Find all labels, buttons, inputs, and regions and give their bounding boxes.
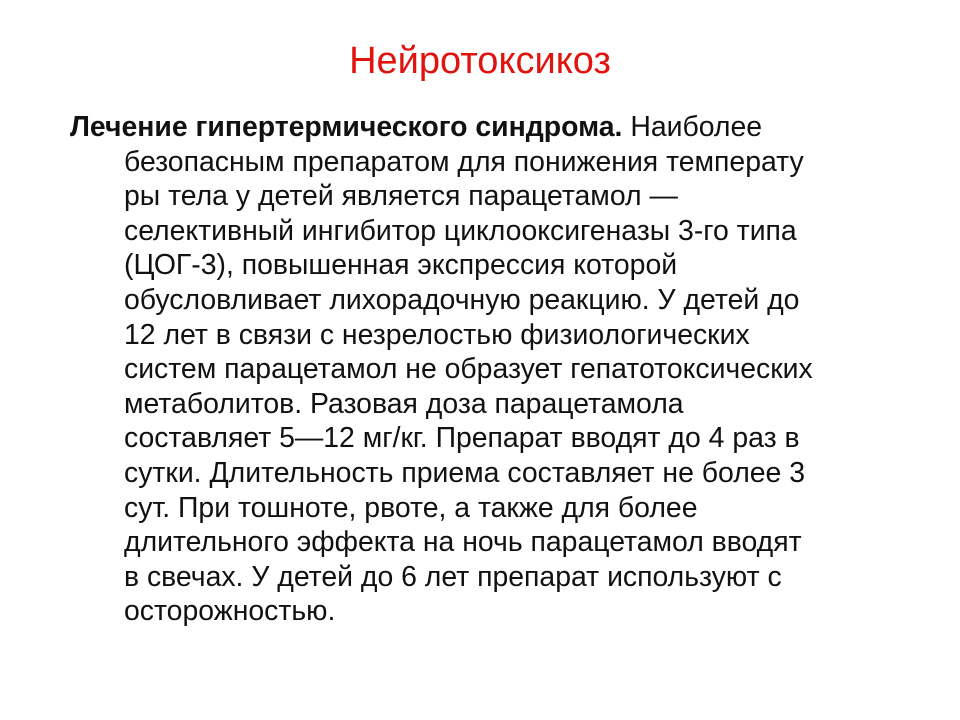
body-line-1 bbox=[70, 110, 910, 145]
body-line-15: осторожностью. bbox=[124, 595, 336, 628]
slide-body bbox=[70, 110, 910, 629]
body-line-5: (ЦОГ-3), повышенная экспрессия которой bbox=[124, 249, 678, 282]
body-line-9: метаболитов. Разовая доза парацетамола bbox=[124, 387, 684, 420]
body-line-13: длительного эффекта на ночь парацетамол вводят bbox=[124, 526, 802, 559]
body-line-14: в свечах. У детей до 6 лет препарат используют с bbox=[124, 560, 782, 593]
slide-title: Нейротоксикоз bbox=[349, 40, 611, 82]
body-line-1-text: Наиболее bbox=[622, 111, 763, 143]
body-line-4: селективный ингибитор циклооксигеназы 3-го типа bbox=[124, 214, 797, 247]
body-line-11: сутки. Длительность приема составляет не более 3 bbox=[124, 456, 806, 489]
lead-heading: Лечение гипертермического синдрома. bbox=[70, 111, 623, 143]
body-line-2: безопасным препаратом для понижения температу bbox=[124, 145, 804, 178]
body-line-8: систем парацетамол не образует гепатотоксических bbox=[124, 353, 813, 386]
body-line-7: 12 лет в связи с незрелостью физиологических bbox=[124, 318, 750, 351]
body-line-10: составляет 5—12 мг/кг. Препарат вводят до 4 раз в bbox=[124, 422, 800, 455]
body-line-12: сут. При тошноте, рвоте, а также для более bbox=[124, 491, 698, 524]
body-line-6: обусловливает лихорадочную реакцию. У детей до bbox=[124, 283, 800, 316]
body-line-3: ры тела у детей является парацетамол — bbox=[124, 180, 678, 213]
